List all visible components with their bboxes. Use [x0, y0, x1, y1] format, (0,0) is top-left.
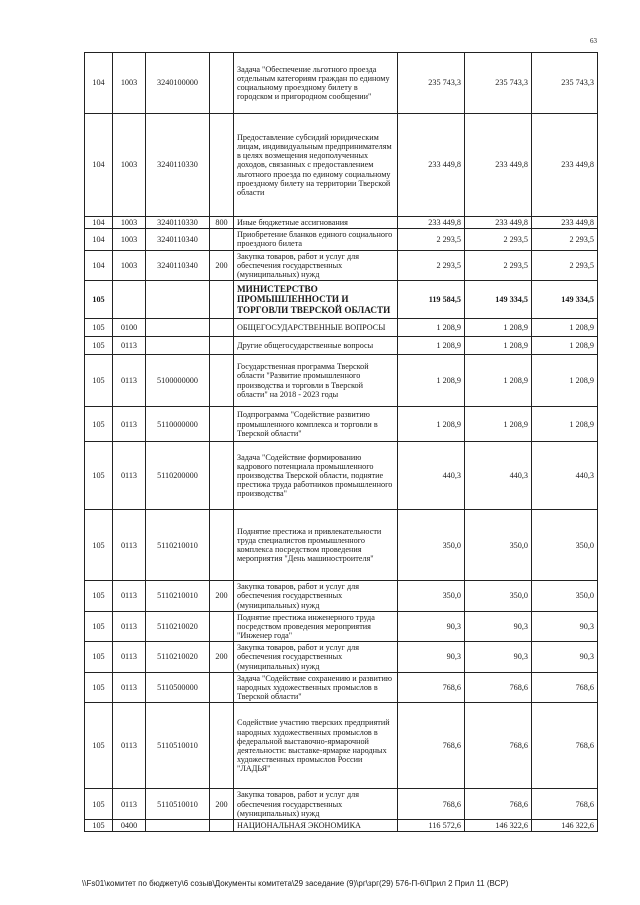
value-cell-3: 440,3: [532, 442, 598, 510]
value-cell-1: 233 449,8: [398, 114, 465, 217]
table-row: [85, 337, 598, 355]
code-cell-target: 3240110330: [146, 217, 210, 229]
code-cell-section: 0113: [113, 789, 146, 820]
code-cell-target: 5110500000: [146, 672, 210, 703]
code-cell-admin: 105: [85, 611, 113, 642]
value-cell-3: 768,6: [532, 672, 598, 703]
value-cell-1: 1 208,9: [398, 337, 465, 355]
code-cell-type: [210, 510, 234, 581]
code-cell-section: 0113: [113, 703, 146, 789]
code-cell-type: [210, 355, 234, 407]
table-row: [85, 114, 598, 217]
value-cell-1: 2 293,5: [398, 229, 465, 250]
value-cell-3: 235 743,3: [532, 53, 598, 114]
value-cell-2: 440,3: [465, 442, 532, 510]
value-cell-2: 1 208,9: [465, 319, 532, 337]
description-cell: Иные бюджетные ассигнования: [234, 217, 398, 229]
table-row: [85, 642, 598, 673]
value-cell-1: 233 449,8: [398, 217, 465, 229]
code-cell-section: 0113: [113, 407, 146, 442]
table-body: [85, 53, 598, 832]
value-cell-2: 2 293,5: [465, 250, 532, 281]
table-row: [85, 581, 598, 612]
code-cell-section: 0113: [113, 355, 146, 407]
value-cell-1: 116 572,6: [398, 819, 465, 831]
description-cell: Содействие участию тверских предприятий народных художественных промыслов в федеральной выставочно-ярмарочной деятельности: выставке-ярмарке народных художественных промыслов России "ЛАДЬЯ": [234, 703, 398, 789]
code-cell-section: 0113: [113, 581, 146, 612]
file-path-footer: \\Fs01\комитет по бюджету\6 созыв\Документы комитета\29 заседание (9)\рг\зрг(29) 576-П-6\Прил 2 Прил 11 (ВСР): [82, 879, 509, 888]
code-cell-type: [210, 442, 234, 510]
value-cell-3: 1 208,9: [532, 337, 598, 355]
code-cell-target: 3240110340: [146, 250, 210, 281]
value-cell-1: 2 293,5: [398, 250, 465, 281]
code-cell-section: [113, 281, 146, 319]
value-cell-3: 233 449,8: [532, 114, 598, 217]
code-cell-type: 800: [210, 217, 234, 229]
code-cell-section: 0113: [113, 672, 146, 703]
description-cell: Другие общегосударственные вопросы: [234, 337, 398, 355]
value-cell-2: 1 208,9: [465, 407, 532, 442]
value-cell-3: 149 334,5: [532, 281, 598, 319]
code-cell-target: 5100000000: [146, 355, 210, 407]
description-cell: Закупка товаров, работ и услуг для обеспечения государственных (муниципальных) нужд: [234, 642, 398, 673]
description-cell: ОБЩЕГОСУДАРСТВЕННЫЕ ВОПРОСЫ: [234, 319, 398, 337]
table-row: [85, 611, 598, 642]
value-cell-2: 768,6: [465, 703, 532, 789]
code-cell-type: [210, 703, 234, 789]
code-cell-admin: 105: [85, 319, 113, 337]
value-cell-3: 768,6: [532, 789, 598, 820]
value-cell-1: 1 208,9: [398, 319, 465, 337]
table-row: [85, 407, 598, 442]
code-cell-target: 5110200000: [146, 442, 210, 510]
code-cell-type: [210, 281, 234, 319]
value-cell-1: 768,6: [398, 672, 465, 703]
code-cell-section: 1003: [113, 229, 146, 250]
value-cell-2: 768,6: [465, 672, 532, 703]
code-cell-type: [210, 672, 234, 703]
code-cell-admin: 104: [85, 250, 113, 281]
table-row: [85, 819, 598, 831]
description-cell: Поднятие престижа инженерного труда посредством проведения мероприятия "Инженер года": [234, 611, 398, 642]
code-cell-type: 200: [210, 642, 234, 673]
value-cell-3: 350,0: [532, 510, 598, 581]
description-cell: Закупка товаров, работ и услуг для обеспечения государственных (муниципальных) нужд: [234, 581, 398, 612]
code-cell-type: [210, 337, 234, 355]
code-cell-admin: 105: [85, 672, 113, 703]
code-cell-target: 5110510010: [146, 703, 210, 789]
description-cell: Приобретение бланков единого социального проездного билета: [234, 229, 398, 250]
code-cell-type: [210, 319, 234, 337]
value-cell-1: 90,3: [398, 642, 465, 673]
value-cell-2: 350,0: [465, 581, 532, 612]
code-cell-section: 0113: [113, 442, 146, 510]
code-cell-admin: 105: [85, 407, 113, 442]
table-row: [85, 217, 598, 229]
value-cell-3: 146 322,6: [532, 819, 598, 831]
table-row: [85, 53, 598, 114]
value-cell-1: 768,6: [398, 789, 465, 820]
code-cell-admin: 105: [85, 355, 113, 407]
code-cell-type: [210, 229, 234, 250]
code-cell-admin: 105: [85, 281, 113, 319]
code-cell-type: [210, 53, 234, 114]
code-cell-section: 0113: [113, 337, 146, 355]
table-row: [85, 510, 598, 581]
code-cell-section: 0100: [113, 319, 146, 337]
code-cell-target: [146, 819, 210, 831]
table-row: [85, 789, 598, 820]
code-cell-target: [146, 281, 210, 319]
description-cell: Закупка товаров, работ и услуг для обеспечения государственных (муниципальных) нужд: [234, 789, 398, 820]
value-cell-2: 90,3: [465, 642, 532, 673]
value-cell-3: 768,6: [532, 703, 598, 789]
description-cell: Предоставление субсидий юридическим лицам, индивидуальным предпринимателям в целях возмещения недополученных доходов, связанных с предоставлением льготного проезда по единому социальному проездному билету на территории Тверской области: [234, 114, 398, 217]
table-row: [85, 250, 598, 281]
value-cell-1: 440,3: [398, 442, 465, 510]
description-cell: Поднятие престижа и привлекательности труда специалистов промышленного комплекса посредством проведения мероприятия "День машиностроителя": [234, 510, 398, 581]
code-cell-admin: 105: [85, 703, 113, 789]
value-cell-1: 119 584,5: [398, 281, 465, 319]
code-cell-admin: 104: [85, 114, 113, 217]
value-cell-1: 90,3: [398, 611, 465, 642]
code-cell-type: 200: [210, 250, 234, 281]
code-cell-target: [146, 319, 210, 337]
value-cell-2: 149 334,5: [465, 281, 532, 319]
code-cell-target: [146, 337, 210, 355]
code-cell-target: 5110210010: [146, 581, 210, 612]
table-row: [85, 281, 598, 319]
code-cell-section: 1003: [113, 114, 146, 217]
description-cell: Подпрограмма "Содействие развитию промышленного комплекса и торговли в Тверской области": [234, 407, 398, 442]
table-row: [85, 229, 598, 250]
table-row: [85, 442, 598, 510]
code-cell-type: [210, 819, 234, 831]
value-cell-1: 350,0: [398, 581, 465, 612]
description-cell: Закупка товаров, работ и услуг для обеспечения государственных (муниципальных) нужд: [234, 250, 398, 281]
code-cell-target: 5110210020: [146, 611, 210, 642]
description-cell: Задача "Содействие формированию кадрового потенциала промышленного производства Тверской области, поднятие престижа труда работников промышленного производства": [234, 442, 398, 510]
description-cell: Государственная программа Тверской области "Развитие промышленного производства и торговли в Тверской области" на 2018 - 2023 годы: [234, 355, 398, 407]
code-cell-admin: 104: [85, 217, 113, 229]
value-cell-1: 768,6: [398, 703, 465, 789]
budget-table: [84, 52, 598, 832]
code-cell-admin: 105: [85, 581, 113, 612]
code-cell-target: 5110210010: [146, 510, 210, 581]
code-cell-target: 3240110330: [146, 114, 210, 217]
code-cell-admin: 105: [85, 337, 113, 355]
description-cell: НАЦИОНАЛЬНАЯ ЭКОНОМИКА: [234, 819, 398, 831]
code-cell-type: 200: [210, 789, 234, 820]
code-cell-target: 5110000000: [146, 407, 210, 442]
description-cell: МИНИСТЕРСТВО ПРОМЫШЛЕННОСТИ И ТОРГОВЛИ ТВЕРСКОЙ ОБЛАСТИ: [234, 281, 398, 319]
code-cell-section: 0113: [113, 510, 146, 581]
value-cell-3: 90,3: [532, 611, 598, 642]
value-cell-3: 1 208,9: [532, 319, 598, 337]
code-cell-section: 0113: [113, 611, 146, 642]
value-cell-3: 1 208,9: [532, 407, 598, 442]
code-cell-section: 1003: [113, 250, 146, 281]
code-cell-target: 3240110340: [146, 229, 210, 250]
code-cell-admin: 105: [85, 510, 113, 581]
value-cell-2: 768,6: [465, 789, 532, 820]
code-cell-admin: 104: [85, 53, 113, 114]
table-row: [85, 355, 598, 407]
value-cell-2: 1 208,9: [465, 355, 532, 407]
value-cell-2: 350,0: [465, 510, 532, 581]
value-cell-3: 2 293,5: [532, 229, 598, 250]
table-row: [85, 672, 598, 703]
value-cell-2: 90,3: [465, 611, 532, 642]
code-cell-type: [210, 611, 234, 642]
value-cell-2: 146 322,6: [465, 819, 532, 831]
table-row: [85, 703, 598, 789]
code-cell-target: 5110210020: [146, 642, 210, 673]
code-cell-type: 200: [210, 581, 234, 612]
page-number: 63: [590, 37, 597, 45]
code-cell-type: [210, 114, 234, 217]
value-cell-3: 350,0: [532, 581, 598, 612]
value-cell-2: 233 449,8: [465, 217, 532, 229]
code-cell-section: 1003: [113, 53, 146, 114]
value-cell-3: 233 449,8: [532, 217, 598, 229]
value-cell-1: 235 743,3: [398, 53, 465, 114]
code-cell-section: 1003: [113, 217, 146, 229]
value-cell-3: 90,3: [532, 642, 598, 673]
code-cell-admin: 105: [85, 442, 113, 510]
code-cell-admin: 105: [85, 819, 113, 831]
value-cell-2: 233 449,8: [465, 114, 532, 217]
value-cell-2: 2 293,5: [465, 229, 532, 250]
description-cell: Задача "Содействие сохранению и развитию народных художественных промыслов в Тверской области": [234, 672, 398, 703]
description-cell: Задача "Обеспечение льготного проезда отдельным категориям граждан по единому социальному проездному билету в городском и пригородном сообщении": [234, 53, 398, 114]
code-cell-section: 0113: [113, 642, 146, 673]
code-cell-target: 5110510010: [146, 789, 210, 820]
value-cell-3: 2 293,5: [532, 250, 598, 281]
value-cell-3: 1 208,9: [532, 355, 598, 407]
value-cell-1: 1 208,9: [398, 355, 465, 407]
value-cell-2: 235 743,3: [465, 53, 532, 114]
code-cell-admin: 104: [85, 229, 113, 250]
value-cell-1: 1 208,9: [398, 407, 465, 442]
code-cell-admin: 105: [85, 642, 113, 673]
code-cell-target: 3240100000: [146, 53, 210, 114]
code-cell-type: [210, 407, 234, 442]
code-cell-admin: 105: [85, 789, 113, 820]
value-cell-1: 350,0: [398, 510, 465, 581]
value-cell-2: 1 208,9: [465, 337, 532, 355]
code-cell-section: 0400: [113, 819, 146, 831]
table-row: [85, 319, 598, 337]
